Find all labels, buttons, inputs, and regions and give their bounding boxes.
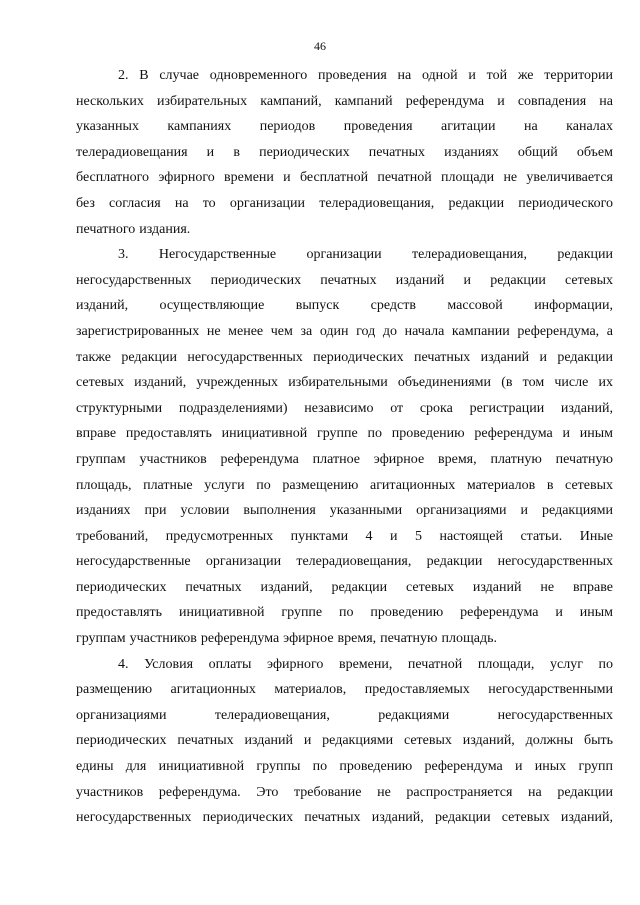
paragraph-4 <box>76 652 613 831</box>
text-line: негосударственных периодических печатных изданий и редакции сетевых <box>76 272 613 288</box>
text-line: бесплатного эфирного времени и бесплатной печатной площади не увеличивается <box>76 170 613 186</box>
text-line: площадь, платные услуги по размещению агитационных материалов в сетевых <box>76 477 613 493</box>
text-line: негосударственных периодических печатных изданий, редакции сетевых изданий, <box>76 810 613 826</box>
text-line: предоставлять инициативной группе по проведению референдума и иным <box>76 605 613 621</box>
text-line: группам участников референдума платное эфирное время, платную печатную <box>76 451 613 467</box>
text-line: 4. Условия оплаты эфирного времени, печатной площади, услуг по <box>118 656 613 672</box>
text-line: телерадиовещания и в периодических печатных изданиях общий объем <box>76 144 613 160</box>
text-line: периодических печатных изданий и редакциями сетевых изданий, должны быть <box>76 733 613 749</box>
text-line: без согласия на то организации телерадиовещания, редакции периодического <box>76 195 613 211</box>
text-line: организациями телерадиовещания, редакциями негосударственных <box>76 707 613 723</box>
text-line: едины для инициативной группы по проведению референдума и иных групп <box>76 759 613 775</box>
text-line: требований, предусмотренных пунктами 4 и 5 настоящей статьи. Иные <box>76 528 613 544</box>
text-line: структурными подразделениями) независимо от срока регистрации изданий, <box>76 400 613 416</box>
paragraph-2 <box>76 63 613 242</box>
text-line: размещению агитационных материалов, предоставляемых негосударственными <box>76 682 613 698</box>
text-line: периодических печатных изданий, редакции сетевых изданий не вправе <box>76 579 613 595</box>
text-line: вправе предоставлять инициативной группе по проведению референдума и иным <box>76 426 613 442</box>
text-line: участников референдума. Это требование не распространяется на редакции <box>76 784 613 800</box>
text-line: сетевых изданий, учрежденных избирательными объединениями (в том числе их <box>76 375 613 391</box>
page-number: 46 <box>314 39 326 53</box>
text-line: печатного издания. <box>76 221 191 237</box>
document-body <box>76 63 613 831</box>
text-line: зарегистрированных не менее чем за один год до начала кампании референдума, а <box>76 323 613 339</box>
text-line: 2. В случае одновременного проведения на одной и той же территории <box>118 68 613 83</box>
text-line: 3. Негосударственные организации телерадиовещания, редакции <box>118 247 613 263</box>
text-line: негосударственные организации телерадиовещания, редакции негосударственных <box>76 554 613 570</box>
text-line: нескольких избирательных кампаний, кампаний референдума и совпадения на <box>76 93 613 109</box>
text-line: также редакции негосударственных периодических печатных изданий и редакции <box>76 349 613 365</box>
text-line: указанных кампаниях периодов проведения агитации на каналах <box>76 119 613 135</box>
paragraph-3 <box>76 242 613 652</box>
text-line: изданиях при условии выполнения указанными организациями и редакциями <box>76 503 613 519</box>
text-line: группам участников референдума эфирное время, печатную площадь. <box>76 631 497 647</box>
text-line: изданий, осуществляющие выпуск средств массовой информации, <box>76 298 613 314</box>
